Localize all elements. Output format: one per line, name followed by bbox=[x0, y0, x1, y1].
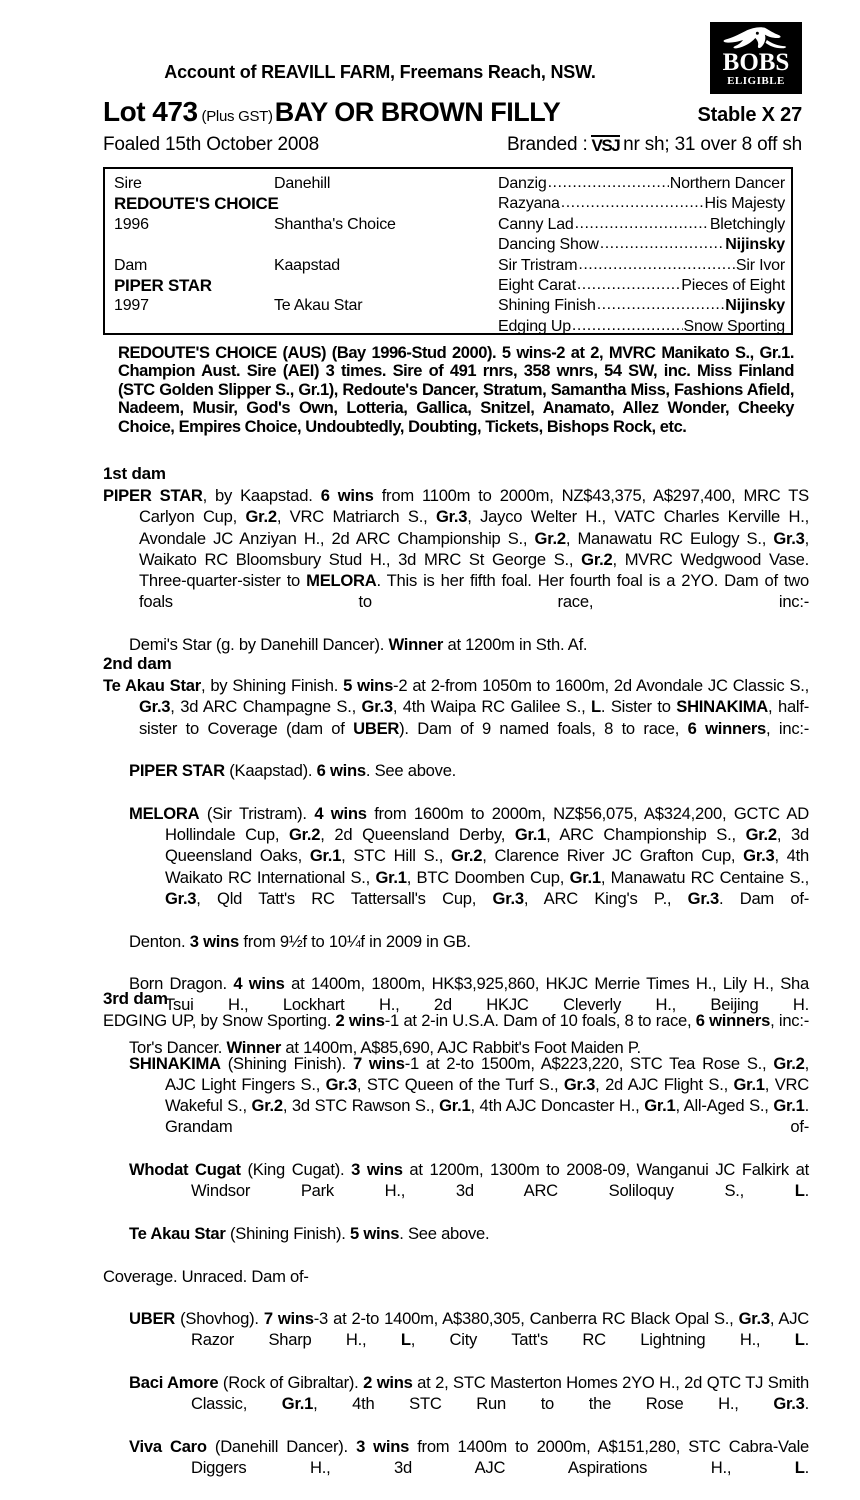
pedigree-entry: PIPER STAR, by Kaapstad. 6 wins from 1100m to 2000m, NZ$43,375, A$297,400, MRC TS Carlyon Cup, Gr.2, VRC Matriarch S., Gr.3, Jayco Welter H., VATC Charles Kerville H., Avondale JC Anziyan H., 2d ARC Championship S., Gr.2, Manawatu RC Eulogy S., Gr.3, Waikato RC Bloomsbury Stud H., 3d MRC St George S., Gr.2, MVRC Wedgwood Vase. Three-quarter-sister to MELORA. This is her fifth foal. Her fourth foal is a 2YO. Dam of two foals to race, inc:- bbox=[103, 486, 810, 612]
pedigree-ancestor-sire: Pieces of Eight bbox=[681, 276, 785, 294]
third-dam-section bbox=[103, 988, 809, 1500]
pedigree-table bbox=[103, 167, 793, 335]
pedigree-ancestor-name: Canny Lad bbox=[498, 215, 574, 233]
pedigree-entry: PIPER STAR (Kaapstad). 6 wins. See above. bbox=[129, 761, 457, 781]
pedigree-gen1-cell: PIPER STAR bbox=[114, 275, 212, 295]
pedigree-right-row bbox=[498, 235, 785, 255]
pedigree-ancestor-sire: Snow Sporting bbox=[683, 317, 785, 335]
pedigree-left-row bbox=[114, 256, 504, 276]
dot-leader bbox=[561, 194, 704, 213]
pedigree-entry: Whodat Cugat (King Cugat). 3 wins at 1200m, 1300m to 2008-09, Wanganui JC Falkirk at Windsor Park H., 3d ARC Soliloquy S., L. bbox=[129, 1160, 809, 1201]
dot-leader bbox=[575, 215, 709, 234]
pedigree-right-row bbox=[498, 194, 785, 214]
pedigree-ancestor-sire: His Majesty bbox=[704, 195, 785, 213]
branded-label: Branded : bbox=[506, 134, 588, 155]
pedigree-ancestor-name: Shining Finish bbox=[498, 297, 596, 315]
pedigree-left-row bbox=[114, 174, 504, 194]
horse-head-icon bbox=[722, 25, 790, 51]
pedigree-entry: Viva Caro (Danehill Dancer). 3 wins from 1400m to 2000m, A$151,280, STC Cabra-Vale Diggers H., 3d AJC Aspirations H., L. bbox=[129, 1436, 809, 1478]
pedigree-entry: Baci Amore (Rock of Gibraltar). 2 wins at 2, STC Masterton Homes 2YO H., 2d QTC TJ Smith Classic, Gr.1, 4th STC Run to the Rose H., Gr.3. bbox=[129, 1373, 809, 1414]
gst-note: (Plus GST) bbox=[201, 108, 273, 125]
pedigree-left-row bbox=[114, 276, 504, 296]
dot-leader bbox=[578, 256, 735, 275]
pedigree-left-row bbox=[114, 215, 504, 235]
pedigree-right-column bbox=[498, 174, 785, 337]
pedigree-ancestor-name: Sir Tristram bbox=[498, 256, 578, 274]
pedigree-gen2-cell: Shantha's Choice bbox=[274, 215, 396, 233]
pedigree-ancestor-sire: Nijinsky bbox=[725, 297, 785, 315]
third-dam-entries bbox=[103, 1010, 809, 1500]
pedigree-gen2-cell: Kaapstad bbox=[274, 256, 341, 274]
lot-description: BAY OR BROWN FILLY bbox=[274, 97, 561, 127]
stable-label: Stable X 27 bbox=[697, 104, 802, 126]
pedigree-ancestor-name: Eight Carat bbox=[498, 276, 576, 294]
pedigree-gen1-cell: 1997 bbox=[114, 297, 149, 315]
page-header bbox=[0, 0, 860, 160]
pedigree-gen1-cell: Sire bbox=[114, 175, 142, 192]
pedigree-gen1-cell: 1996 bbox=[114, 215, 149, 233]
pedigree-right-row bbox=[498, 296, 785, 316]
pedigree-entry: Born Dragon. 4 wins at 1400m, 1800m, HK$3,925,860, HKJC Merrie Times H., Lily H., Sha Tsui H., Lockhart H., 2d HKJC Cleverly H., Beijing H. bbox=[129, 974, 809, 1015]
pedigree-ancestor-sire: Nijinsky bbox=[725, 236, 785, 254]
foaled-line bbox=[103, 134, 802, 156]
third-dam-heading: 3rd dam bbox=[103, 989, 168, 1008]
pedigree-entry: Denton. 3 wins from 9½f to 10¼f in 2009 in GB. bbox=[129, 931, 471, 951]
pedigree-entry: SHINAKIMA (Shining Finish). 7 wins-1 at 2-to 1500m, A$223,220, STC Tea Rose S., Gr.2, AJC Light Fingers S., Gr.3, STC Queen of the Turf S., Gr.3, 2d AJC Flight S., Gr.1, VRC Wakeful S., Gr.2, 3d STC Rawson S., Gr.1, 4th AJC Doncaster H., Gr.1, All-Aged S., Gr.1. Grandam of- bbox=[129, 1053, 809, 1137]
pedigree-ancestor-name: Danzig bbox=[498, 175, 547, 192]
pedigree-entry: EDGING UP, by Snow Sporting. 2 wins-1 at 2-in U.S.A. Dam of 10 foals, 8 to race, 6 winners, inc:- bbox=[103, 1011, 809, 1030]
first-dam-heading: 1st dam bbox=[103, 464, 166, 483]
lot-line bbox=[103, 96, 802, 128]
pedigree-right-row bbox=[498, 174, 785, 194]
bobs-logo-subtitle: ELIGIBLE bbox=[727, 75, 785, 87]
brand-symbol: VSJ bbox=[591, 136, 620, 155]
second-dam-heading: 2nd dam bbox=[103, 654, 172, 673]
pedigree-entry: Tor's Dancer. Winner at 1400m, A$85,690, AJC Rabbit's Foot Maiden P. bbox=[129, 1038, 641, 1058]
bobs-eligible-logo bbox=[710, 22, 802, 94]
pedigree-entry: Demi's Star (g. by Danehill Dancer). Winner at 1200m in Sth. Af. bbox=[129, 635, 588, 655]
lot-number: Lot 473 bbox=[103, 96, 198, 127]
pedigree-ancestor-sire: Bletchingly bbox=[709, 215, 785, 233]
first-dam-entries bbox=[103, 485, 809, 677]
dot-leader bbox=[548, 174, 669, 193]
pedigree-left-row bbox=[114, 296, 504, 316]
sire-summary-block: REDOUTE'S CHOICE (AUS) (Bay 1996-Stud 2000). 5 wins-2 at 2, MVRC Manikato S., Gr.1. Champion Aust. Sire (AEI) 3 times. Sire of 491 rnrs, 358 wnrs, 54 SW, inc. Miss Finland (STC Golden Slipper S., Gr.1), Redoute's Dancer, Stratum, Samantha Miss, Fashions Afield, Nadeem, Musir, God's Own, Lotteria, Gallica, Snitzel, Anamato, Allez Wonder, Cheeky Choice, Empires Choice, Undoubtedly, Doubting, Tickets, Bishops Rock, etc. bbox=[118, 344, 794, 436]
pedigree-ancestor-name: Razyana bbox=[498, 195, 560, 213]
pedigree-entry: Coverage. Unraced. Dam of- bbox=[103, 1266, 309, 1286]
foaled-date: Foaled 15th October 2008 bbox=[103, 134, 319, 155]
pedigree-ancestor-sire: Northern Dancer bbox=[669, 175, 785, 192]
pedigree-left-row bbox=[114, 317, 504, 337]
pedigree-entry: MELORA (Sir Tristram). 4 wins from 1600m to 2000m, NZ$56,075, A$324,200, GCTC AD Hollindale Cup, Gr.2, 2d Queensland Derby, Gr.1, ARC Championship S., Gr.2, 3d Queensland Oaks, Gr.1, STC Hill S., Gr.2, Clarence River JC Grafton Cup, Gr.3, 4th Waikato RC International S., Gr.1, BTC Doomben Cup, Gr.1, Manawatu RC Centaine S., Gr.3, Qld Tatt's RC Tattersall's Cup, Gr.3, ARC King's P., Gr.3. Dam of- bbox=[129, 803, 809, 908]
pedigree-ancestor-name: Edging Up bbox=[498, 317, 571, 335]
dot-leader bbox=[600, 235, 724, 254]
pedigree-entry: Te Akau Star (Shining Finish). 5 wins. See above. bbox=[129, 1223, 490, 1243]
pedigree-entry: Te Akau Star, by Shining Finish. 5 wins-2 at 2-from 1050m to 1600m, 2d Avondale JC Classic S., Gr.3, 3d ARC Champagne S., Gr.3, 4th Waipa RC Galilee S., L. Sister to SHINAKIMA, half-sister to Coverage (dam of UBER). Dam of 9 named foals, 8 to race, 6 winners, inc:- bbox=[103, 676, 809, 738]
pedigree-gen2-cell: Danehill bbox=[274, 175, 331, 192]
branded-info bbox=[507, 134, 802, 156]
bobs-logo-text: BOBS bbox=[722, 49, 790, 76]
pedigree-right-row bbox=[498, 276, 785, 296]
pedigree-right-row bbox=[498, 215, 785, 235]
pedigree-entry: UBER (Shovhog). 7 wins-3 at 2-to 1400m, A$380,305, Canberra RC Black Opal S., Gr.3, AJC Razor Sharp H., L, City Tatt's RC Lightning H., L. bbox=[129, 1309, 809, 1350]
pedigree-right-row bbox=[498, 317, 785, 337]
pedigree-left-column bbox=[114, 174, 504, 337]
pedigree-right-row bbox=[498, 256, 785, 276]
dot-leader bbox=[577, 276, 680, 295]
dot-leader bbox=[572, 317, 683, 336]
account-line: Account of REAVILL FARM, Freemans Reach, NSW. bbox=[164, 62, 596, 82]
brand-detail: nr sh; 31 over 8 off sh bbox=[623, 134, 802, 155]
dot-leader bbox=[597, 296, 725, 315]
first-dam-section bbox=[103, 463, 809, 677]
pedigree-ancestor-sire: Sir Ivor bbox=[735, 256, 785, 274]
pedigree-gen2-cell: Te Akau Star bbox=[274, 297, 363, 315]
pedigree-gen1-cell: REDOUTE'S CHOICE bbox=[114, 194, 279, 214]
pedigree-left-row bbox=[114, 194, 504, 214]
pedigree-gen1-cell: Dam bbox=[114, 256, 148, 274]
pedigree-ancestor-name: Dancing Show bbox=[498, 236, 599, 254]
pedigree-left-row bbox=[114, 235, 504, 255]
